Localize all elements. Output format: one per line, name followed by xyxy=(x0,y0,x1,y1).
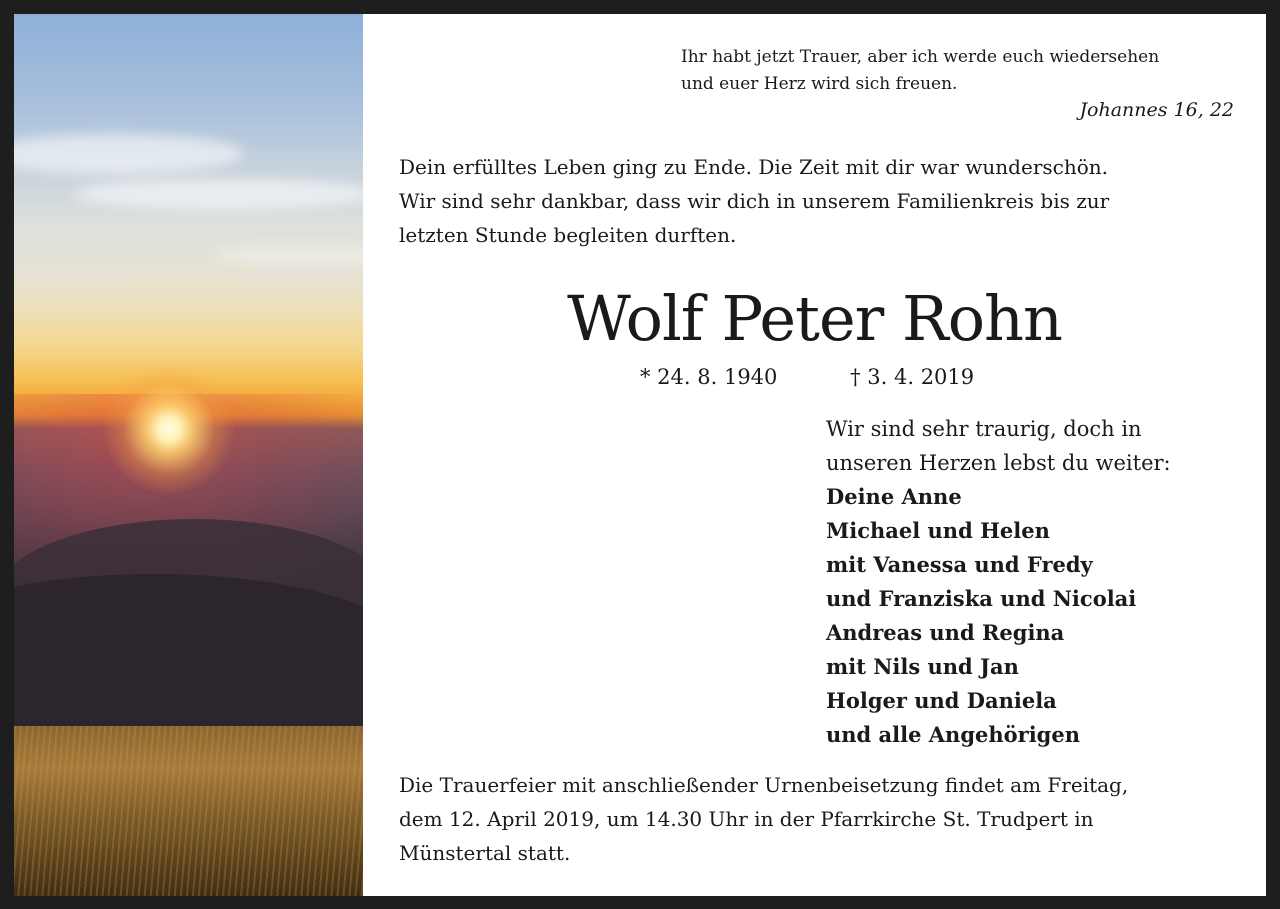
mourners-intro-line: Wir sind sehr traurig, doch in xyxy=(826,417,1142,441)
quote-line: Ihr habt jetzt Trauer, aber ich werde euch wiedersehen xyxy=(681,47,1160,67)
deceased-name: Wolf Peter Rohn xyxy=(567,282,1062,355)
funeral-line: dem 12. April 2019, um 14.30 Uhr in der Pfarrkirche St. Trudpert in xyxy=(399,807,1094,831)
death-date: † 3. 4. 2019 xyxy=(850,365,975,389)
intro-line: Wir sind sehr dankbar, dass wir dich in unserem Familienkreis bis zur xyxy=(399,189,1110,213)
intro-line: letzten Stunde begleiten durften. xyxy=(399,223,737,247)
text-panel xyxy=(363,14,1266,896)
cloud xyxy=(74,179,363,209)
sun xyxy=(104,364,234,494)
mourner-name: mit Nils und Jan xyxy=(826,654,1019,679)
life-dates xyxy=(640,362,1040,392)
intro-line: Dein erfülltes Leben ging zu Ende. Die Zeit mit dir war wunderschön. xyxy=(399,155,1109,179)
mourner-name: und Franziska und Nicolai xyxy=(826,586,1137,611)
mountain-ridge xyxy=(14,574,363,734)
funeral-notice xyxy=(399,768,1235,870)
mourner-name: Deine Anne xyxy=(826,484,962,509)
cloud xyxy=(214,244,363,266)
funeral-line: Die Trauerfeier mit anschließender Urnenbeisetzung findet am Freitag, xyxy=(399,773,1129,797)
quote-reference: Johannes 16, 22 xyxy=(1079,99,1234,121)
grass-field xyxy=(14,726,363,896)
mourners-block xyxy=(826,412,1246,752)
mourner-name: Michael und Helen xyxy=(826,518,1050,543)
funeral-line: Münstertal statt. xyxy=(399,841,571,865)
sunset-photo xyxy=(14,14,363,896)
mourner-name: mit Vanessa und Fredy xyxy=(826,552,1093,577)
mourner-name: Holger und Daniela xyxy=(826,688,1057,713)
mourner-name: Andreas und Regina xyxy=(826,620,1065,645)
cloud xyxy=(14,134,244,174)
bible-quote xyxy=(681,44,1236,98)
mourner-name: und alle Angehörigen xyxy=(826,722,1080,747)
intro-text xyxy=(399,150,1235,252)
quote-line: und euer Herz wird sich freuen. xyxy=(681,74,958,94)
mourners-intro-line: unseren Herzen lebst du weiter: xyxy=(826,451,1171,475)
birth-date: * 24. 8. 1940 xyxy=(640,365,778,389)
